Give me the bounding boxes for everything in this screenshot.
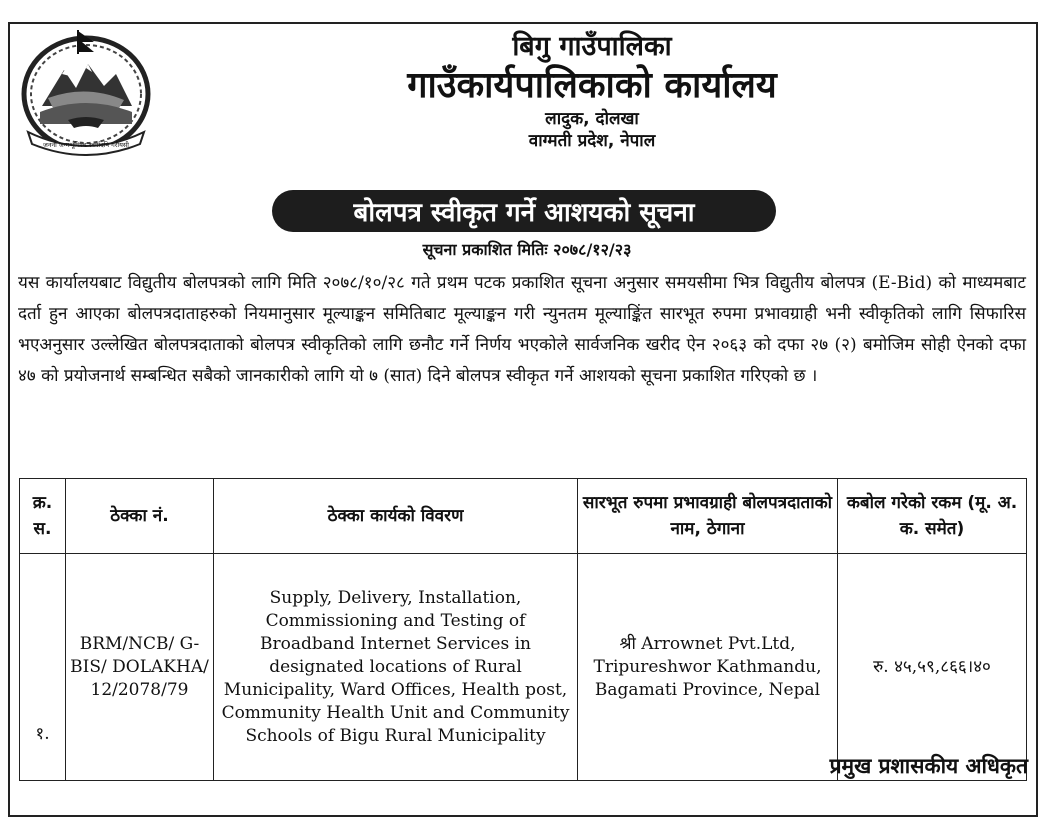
nepal-emblem-icon (18, 28, 154, 156)
cell-description: Supply, Delivery, Installation, Commissioning and Testing of Broadband Internet Services in designated locations of Rural Municipality, Ward Offices, Health post, Community Health Unit and Community Schools of Bigu Rural Municipality (214, 554, 578, 781)
cell-contract-no: BRM/NCB/ G-BIS/ DOLAKHA/ 12/2078/79 (66, 554, 214, 781)
municipality-name: बिगु गाउँपालिका (512, 31, 672, 62)
office-province: वाग्मती प्रदेश, नेपाल (528, 131, 656, 151)
cell-amount: रु. ४५,५९,८६६।४० (838, 554, 1027, 781)
header-bidder: सारभूत रुपमा प्रभावग्राही बोलपत्रदाताको नाम, ठेगाना (578, 479, 838, 554)
cell-serial: १. (20, 554, 66, 781)
header-description: ठेक्का कार्यको विवरण (214, 479, 578, 554)
table-row (20, 554, 1027, 781)
cell-bidder: श्री Arrownet Pvt.Ltd, Tripureshwor Kathmandu, Bagamati Province, Nepal (578, 554, 838, 781)
notice-title: बोलपत्र स्वीकृत गर्ने आशयको सूचना (272, 190, 776, 232)
bid-table (19, 478, 1027, 781)
table-header-row (20, 479, 1027, 554)
header-serial: क्र. स. (20, 479, 66, 554)
header-amount: कबोल गरेको रकम (मू. अ. क. समेत) (838, 479, 1027, 554)
signatory-title: प्रमुख प्रशासकीय अधिकृत (829, 754, 1028, 778)
letterhead (160, 30, 1024, 152)
notice-body: यस कार्यालयबाट विद्युतीय बोलपत्रको लागि मिति २०७८/१०/२८ गते प्रथम पटक प्रकाशित सूचना अनुसार समयसीमा भित्र विद्युतीय बोलपत्र (E-Bid) को माध्यमबाट दर्ता हुन आएका बोलपत्रदाताहरुको नियमानुसार मूल्याङ्कन समितिबाट मूल्याङ्कन गरी न्युनतम मूल्याङ्किंत सारभूत रुपमा प्रभावग्राही भनी स्वीकृतिको लागि सिफारिस भएअनुसार उल्लेखित बोलपत्रदाताको बोलपत्र स्वीकृतिको लागि छनौट गर्ने निर्णय भएकोले सार्वजनिक खरीद ऐन २०६३ को दफा २७ (२) बमोजिम सोही ऐनको दफा ४७ को प्रयोजनार्थ सम्बन्धित सबैको जानकारीको लागि यो ७ (सात) दिने बोलपत्र स्वीकृत गर्ने आशयको सूचना प्रकाशित गरिएको छ । (18, 273, 1026, 386)
header-contract-no: ठेक्का नं. (66, 479, 214, 554)
office-location: लादुक, दोलखा (545, 109, 639, 129)
published-date: सूचना प्रकाशित मितिः २०७८/१२/२३ (422, 240, 632, 259)
office-name: गाउँकार्यपालिकाको कार्यालय (407, 65, 777, 106)
emblem-motto: जननी जन्मभूमिश्च स्वर्गादपि गरीयसी (43, 141, 129, 149)
